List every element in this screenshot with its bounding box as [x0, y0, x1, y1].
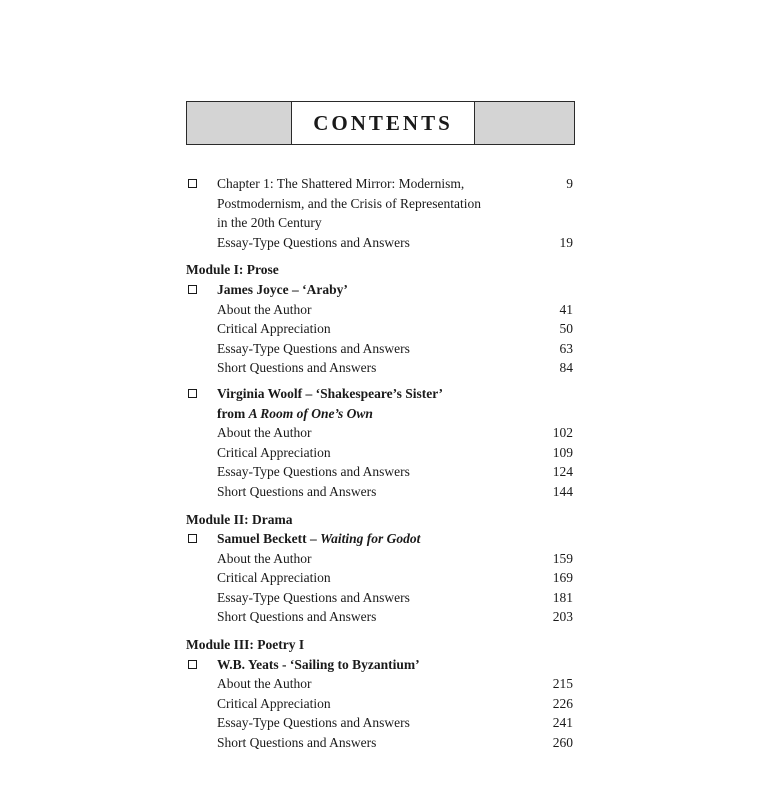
toc-page-number: 9: [566, 176, 573, 191]
checkbox-bullet-icon: [188, 660, 197, 669]
toc-subentry[interactable]: Critical Appreciation 50: [186, 319, 575, 339]
toc-subentry[interactable]: About the Author 159: [186, 549, 575, 569]
toc-work-title: James Joyce – ‘Araby’: [217, 281, 348, 297]
contents-header: [186, 101, 575, 145]
toc-page-number: 50: [559, 321, 573, 337]
toc-work-yeats[interactable]: [186, 655, 575, 675]
toc-subentry[interactable]: Short Questions and Answers 260: [186, 733, 575, 753]
toc-page-number: 19: [559, 234, 573, 250]
toc-entry-chapter-1[interactable]: [186, 174, 575, 233]
toc-subentry[interactable]: About the Author 102: [186, 423, 575, 443]
toc-page-number: 241: [552, 715, 573, 731]
toc-subentry[interactable]: About the Author 215: [186, 674, 575, 694]
toc-work-title: Samuel Beckett – Waiting for Godot: [217, 531, 421, 547]
toc-page-number: 260: [552, 735, 573, 751]
toc-subentry[interactable]: Essay-Type Questions and Answers 241: [186, 713, 575, 733]
toc-page-number: 144: [552, 483, 573, 499]
toc-page-number: 169: [552, 570, 573, 586]
toc-page-number: 203: [552, 609, 573, 625]
toc-subentry[interactable]: Essay-Type Questions and Answers 181: [186, 588, 575, 608]
toc-subentry[interactable]: Critical Appreciation 226: [186, 694, 575, 714]
toc-subentry[interactable]: [186, 233, 575, 253]
toc-subentry[interactable]: Short Questions and Answers 84: [186, 358, 575, 378]
toc-page-number: 124: [552, 464, 573, 480]
module-heading: Module II: Drama: [186, 511, 293, 527]
toc-page-number: 226: [552, 695, 573, 711]
toc-subentry[interactable]: Critical Appreciation 169: [186, 568, 575, 588]
toc-page-number: 159: [552, 550, 573, 566]
toc-page-number: 109: [552, 444, 573, 460]
toc-page-number: 63: [559, 340, 573, 356]
checkbox-bullet-icon: [188, 389, 197, 398]
toc-page-number: 215: [552, 676, 573, 692]
module-heading: Module III: Poetry I: [186, 637, 305, 653]
toc-subentry[interactable]: Essay-Type Questions and Answers 63: [186, 339, 575, 359]
toc-subentry[interactable]: Short Questions and Answers 203: [186, 607, 575, 627]
page-title: CONTENTS: [313, 110, 453, 135]
header-left-panel: [187, 102, 292, 144]
toc-page-number: 84: [559, 360, 573, 376]
toc-work-joyce[interactable]: [186, 280, 575, 300]
toc-work-woolf[interactable]: [186, 384, 575, 423]
toc-subentry[interactable]: Critical Appreciation 109: [186, 443, 575, 463]
toc-subentry[interactable]: Essay-Type Questions and Answers 124: [186, 462, 575, 482]
toc-subentry-label: Essay-Type Questions and Answers: [217, 234, 410, 250]
header-right-panel: [474, 102, 574, 144]
toc-page-number: 41: [559, 301, 573, 317]
toc-subentry[interactable]: Short Questions and Answers 144: [186, 482, 575, 502]
toc-page-number: 102: [552, 425, 573, 441]
toc-work-beckett[interactable]: [186, 529, 575, 549]
toc-work-title: Virginia Woolf – ‘Shakespeare’s Sister’ from A Room of One’s Own: [217, 385, 443, 421]
toc-page-number: 181: [552, 589, 573, 605]
toc-subentry[interactable]: About the Author 41: [186, 300, 575, 320]
checkbox-bullet-icon: [188, 179, 197, 188]
table-of-contents: [186, 174, 575, 753]
checkbox-bullet-icon: [188, 285, 197, 294]
toc-entry-label: Chapter 1: The Shattered Mirror: Modernism, Postmodernism, and the Crisis of Representation in the 20th Century: [217, 176, 481, 231]
module-heading: Module I: Prose: [186, 262, 279, 278]
checkbox-bullet-icon: [188, 534, 197, 543]
toc-work-title: W.B. Yeats - ‘Sailing to Byzantium’: [217, 656, 420, 672]
header-title-cell: [292, 102, 474, 144]
